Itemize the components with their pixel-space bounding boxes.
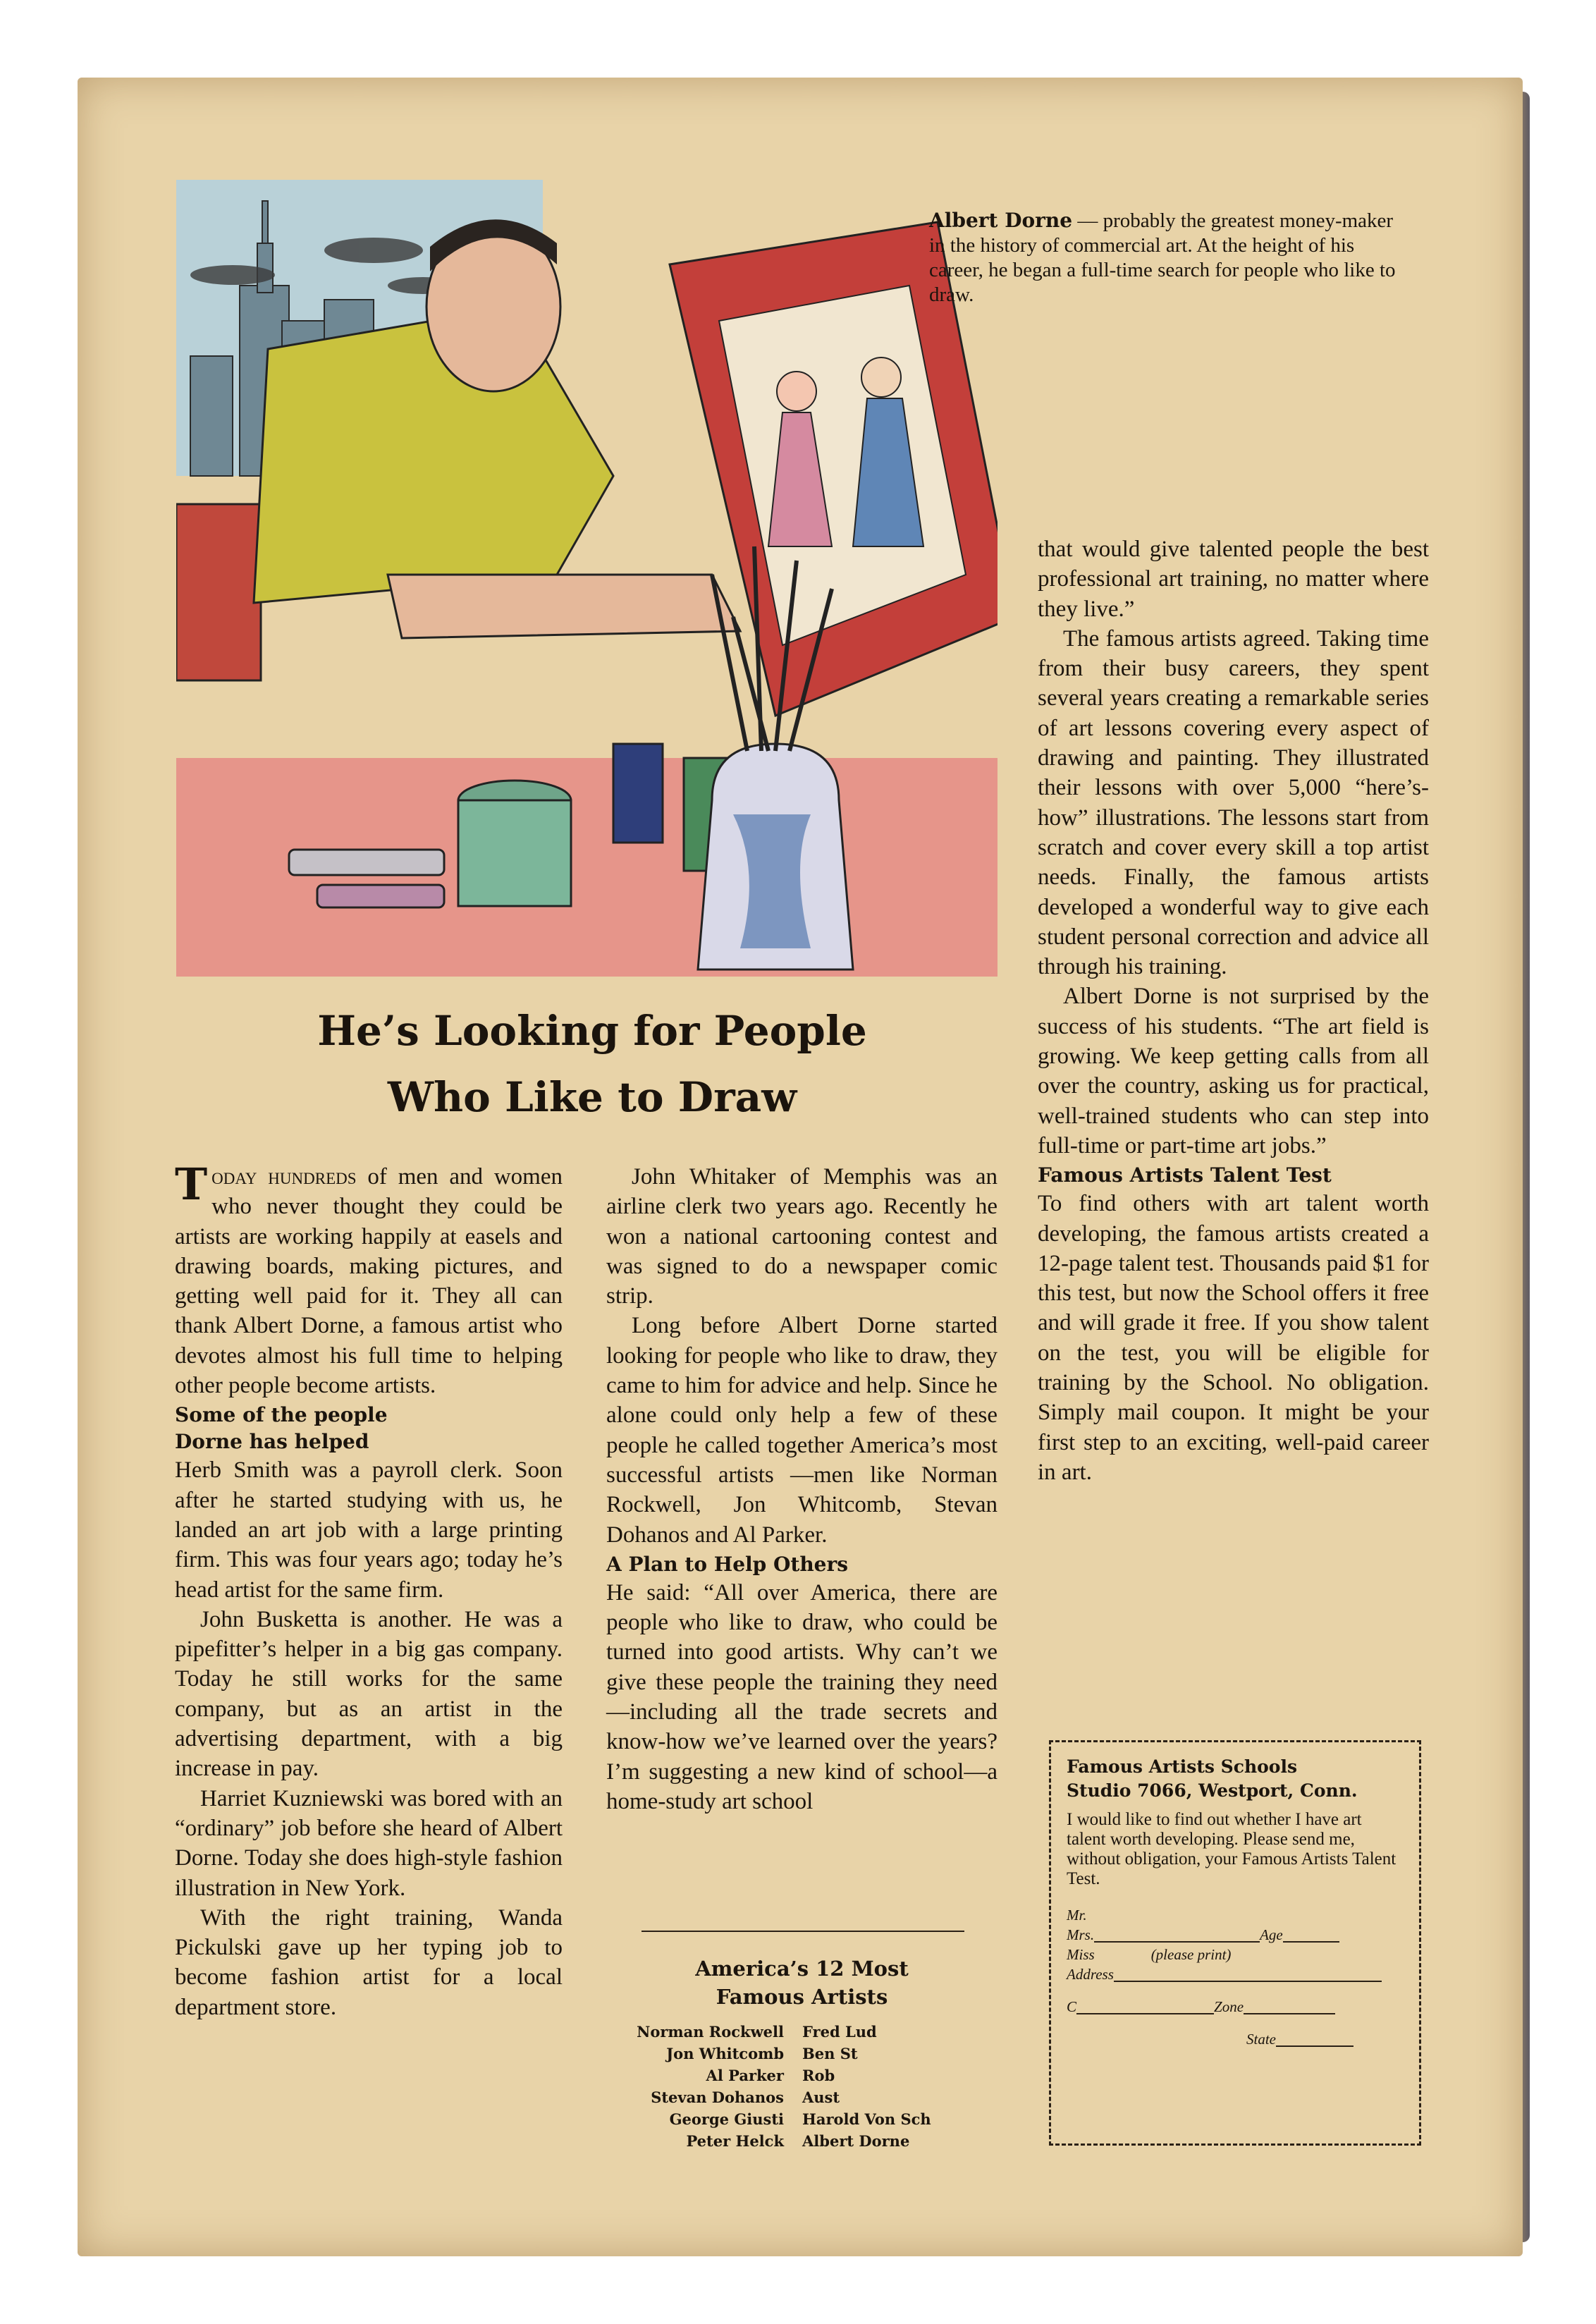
- famous-artists-title: [606, 1955, 998, 2011]
- artist-name: Rob: [802, 2067, 835, 2084]
- coupon-studio: Studio 7066, Westport, Conn.: [1067, 1780, 1358, 1801]
- paragraph-wanda-pickulski: With the right training, Wanda Pickulski gave up her typing job to become fashion artist for a local department store.: [175, 1904, 563, 2020]
- subhead-line-1: Some of the people: [175, 1403, 388, 1427]
- artist-shirt: [254, 307, 613, 603]
- subhead-talent-test: Famous Artists Talent Test: [1038, 1163, 1332, 1187]
- address-label: Address: [1067, 1966, 1114, 1983]
- paragraph-harriet-kuzniewski: Harriet Kuzniewski was bored with an “ordinary” job before she heard of Albert Dorne. Today she does high-style fashion illustration in New York.: [175, 1785, 563, 1901]
- city-label: C: [1067, 1998, 1077, 2015]
- paragraph-find-others: To find others with art talent worth developing, the famous artists created a 12-page talent test. Thousands paid $1 for this test, but now the School offers it free and will grade it free. If you show talent on the test, you will be eligible for training by the School. No obligation. Simply mail coupon. It might be your first step to an exciting, well-paid career in art.: [1038, 1191, 1429, 1485]
- paragraph-john-busketta: John Busketta is another. He was a pipefitter’s helper in a big gas company. Today he still works for the same company, but as an artist in the advertising department, with a big increase in pay.: [175, 1606, 563, 1782]
- zone-field[interactable]: [1244, 2013, 1335, 2014]
- headline: [204, 998, 980, 1130]
- albert-dorne-illustration: [176, 180, 998, 991]
- address-row: [1067, 1967, 1404, 1986]
- artist-name: Fred Lud: [802, 2023, 877, 2041]
- please-print-note: (please print): [1150, 1946, 1232, 1963]
- miss-row: [1067, 1947, 1404, 1967]
- intro-text: of men and women who never thought they could be artists are working happily at easels and drawing boards, making pictures, and getting well paid for it. They all can thank Albert Dorne, a famous artist who devotes almost his full time to helping other people become artists.: [175, 1164, 563, 1399]
- name-field-row: [1067, 1927, 1404, 1947]
- famous-title-line-2: Famous Artists: [716, 1985, 888, 2009]
- caption-text: — probably the greatest money-maker in the history of commercial art. At the height of his career, he began a full-time search for people who like to draw.: [929, 209, 1396, 306]
- caption-name: Albert Dorne: [929, 209, 1073, 232]
- artist-name: Jon Whitcomb: [666, 2045, 784, 2062]
- coupon-body: I would like to find out whether I have art talent worth developing. Please send me, without obligation, your Famous Artists Talent Test.: [1067, 1810, 1396, 1888]
- artist-name: Norman Rockwell: [637, 2023, 784, 2041]
- city-field[interactable]: [1076, 2013, 1214, 2014]
- title-field-row: [1067, 1907, 1404, 1927]
- artist-name: Aust: [802, 2088, 840, 2106]
- paragraph-herb-smith: Herb Smith was a payroll clerk. Soon after he started studying with us, he landed an art job with a large printing firm. This was four years ago; today he’s head artist for the same firm.: [175, 1457, 563, 1603]
- paragraph-long-before: Long before Albert Dorne started looking for people who like to draw, they came to him for advice and help. Since he alone could only help a few of these people he called together America’s most successful artists —men like Norman Rockwell, Jon Whitcomb, Stevan Dohanos and Al Parker.: [606, 1313, 998, 1548]
- mr-label: Mr.: [1067, 1907, 1087, 1924]
- drop-cap: T: [175, 1158, 208, 1210]
- paragraph-john-whitaker: John Whitaker of Memphis was an airline clerk two years ago. Recently he won a national cartooning contest and was signed to do a newspaper comic strip.: [606, 1164, 998, 1309]
- state-field[interactable]: [1276, 2045, 1353, 2047]
- drawing-man: [861, 357, 901, 397]
- artist-row: [606, 2065, 998, 2086]
- headline-line-2: Who Like to Draw: [387, 1073, 797, 1121]
- mail-coupon[interactable]: [1049, 1740, 1421, 2146]
- artist-row: [606, 2130, 998, 2152]
- mrs-label: Mrs.: [1067, 1926, 1095, 1943]
- famous-title-line-1: America’s 12 Most: [695, 1957, 909, 1981]
- coupon-school: Famous Artists Schools: [1067, 1756, 1298, 1777]
- artist-name: George Giusti: [669, 2110, 784, 2128]
- headline-line-1: He’s Looking for People: [317, 1007, 867, 1055]
- intro-paragraph: [175, 1158, 563, 1400]
- lead-in: oday hundreds: [211, 1164, 357, 1189]
- artists-list: [606, 2021, 998, 2152]
- age-label: Age: [1260, 1926, 1283, 1943]
- artist-arm: [388, 575, 740, 638]
- state-row: [1067, 2031, 1404, 2051]
- paragraph-he-said: He said: “All over America, there are people who like to draw, who could be turned into good artists. Why can’t we give these people the training they need—including all the trade secrets and know-how we’ve learned over the years? I’m suggesting a new kind of school—a home-study art school: [606, 1579, 998, 1814]
- miss-label: Miss: [1067, 1946, 1095, 1963]
- column-2: [606, 1162, 998, 1816]
- city-row: [1067, 1999, 1404, 2019]
- address-field[interactable]: [1114, 1981, 1382, 1982]
- artist-name: Harold Von Sch: [802, 2110, 931, 2128]
- paragraph-not-surprised: Albert Dorne is not surprised by the success of his students. “The art field is growing. We keep getting calls from all over the country, asking us for practical, well-trained students who can step into full-time or part-time art jobs.”: [1038, 984, 1429, 1158]
- name-field[interactable]: [1094, 1941, 1260, 1943]
- column-3: [1038, 534, 1429, 1487]
- artist-row: [606, 2086, 998, 2108]
- artist-name: Peter Helck: [686, 2132, 784, 2150]
- zone-label: Zone: [1214, 1998, 1244, 2015]
- artist-name: Ben St: [802, 2045, 858, 2062]
- drawing-woman: [777, 372, 816, 411]
- section-divider: [642, 1931, 964, 1932]
- subhead-line-2: Dorne has helped: [175, 1430, 369, 1454]
- illustration-caption: [929, 208, 1408, 307]
- chair: [176, 504, 261, 680]
- subhead-plan: A Plan to Help Others: [606, 1552, 849, 1576]
- artist-row: [606, 2043, 998, 2065]
- paragraph-talented-people: that would give talented people the best professional art training, no matter where they live.”: [1038, 537, 1429, 622]
- artist-name: Stevan Dohanos: [651, 2088, 784, 2106]
- state-label: State: [1246, 2031, 1276, 2048]
- artist-row: [606, 2108, 998, 2130]
- artist-name: Al Parker: [706, 2067, 784, 2084]
- paragraph-artists-agreed: The famous artists agreed. Taking time from their busy careers, they spent several years creating a remarkable series of art lessons covering every aspect of drawing and painting. They illustrated their lessons with over 5,000 “here’s-how” illustrations. The lessons start from scratch and cover every skill a top artist needs. Finally, the famous artists developed a wonderful way to give each student personal correction and advice all through his training.: [1038, 625, 1429, 980]
- subhead-people-helped: [175, 1402, 563, 1455]
- column-1: [175, 1158, 563, 2022]
- age-field[interactable]: [1283, 1941, 1339, 1943]
- artist-row: [606, 2021, 998, 2043]
- artist-name: Albert Dorne: [802, 2132, 910, 2150]
